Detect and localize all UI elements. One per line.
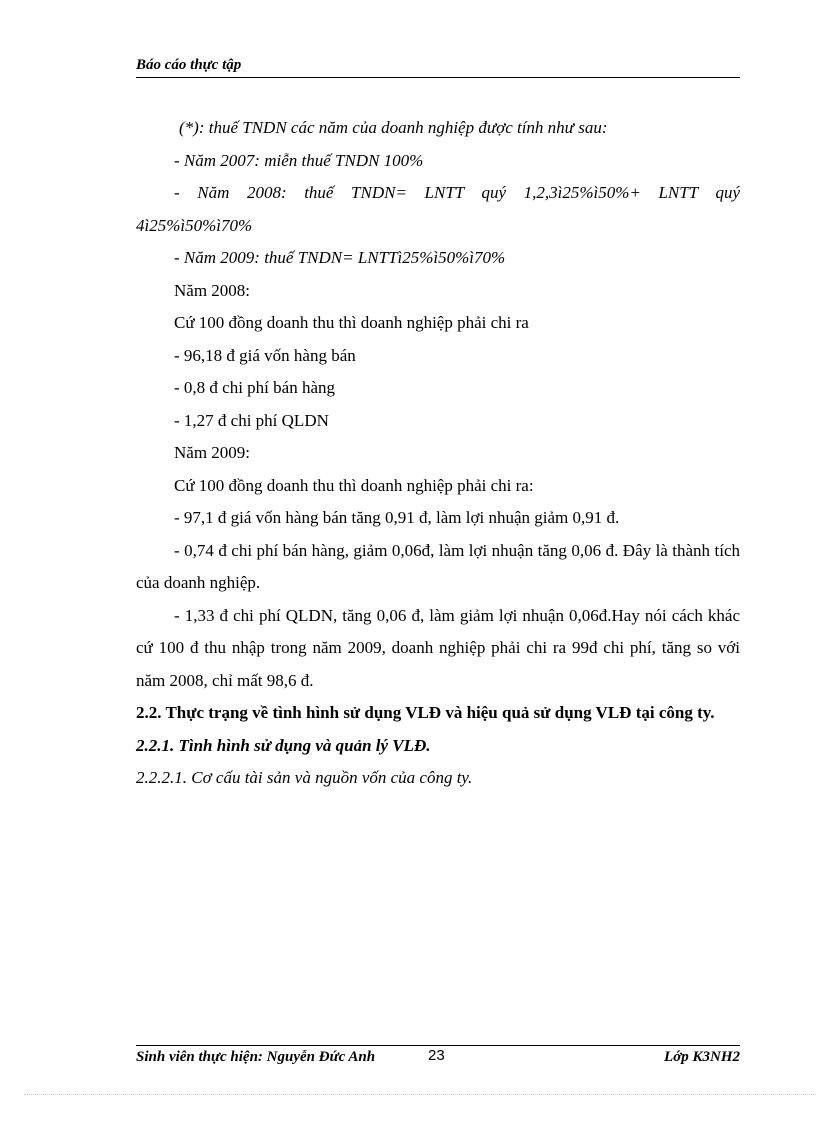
tax-2008-line1: - Năm 2008: thuế TNDN= LNTT quý 1,2,3ì25%ì50%+ LNTT quý bbox=[174, 183, 740, 202]
footer-student: Sinh viên thực hiện: Nguyễn Đức Anh bbox=[136, 1049, 376, 1065]
year-2008-intro: Cứ 100 đồng doanh thu thì doanh nghiệp phải chi ra bbox=[174, 313, 529, 332]
tax-note: (*): thuế TNDN các năm của doanh nghiệp được tính như sau: bbox=[179, 118, 608, 137]
year-2008-item-2: - 0,8 đ chi phí bán hàng bbox=[174, 378, 335, 397]
footer-rule bbox=[136, 1045, 740, 1046]
page-break-divider bbox=[24, 1094, 816, 1095]
year-2008-item-3: - 1,27 đ chi phí QLDN bbox=[174, 410, 329, 430]
year-2009-item-3: - 1,33 đ chi phí QLDN, tăng 0,06 đ, làm giảm lợi nhuận 0,06đ.Hay nói cách khác cứ 100 đ thu nhập trong năm 2009, doanh nghiệp phải chi ra 99đ chi phí, tăng so với năm 2008, chỉ mất 98,6 đ. bbox=[136, 605, 740, 690]
header-rule bbox=[136, 77, 740, 78]
year-2009-heading: Năm 2009: bbox=[174, 443, 251, 462]
section-2-2-2-1-heading: 2.2.2.1. Cơ cấu tài sản và nguồn vốn của công ty. bbox=[136, 768, 473, 787]
section-2-2-1-heading: 2.2.1. Tình hình sử dụng và quản lý VLĐ. bbox=[136, 735, 431, 755]
year-2009-intro: Cứ 100 đồng doanh thu thì doanh nghiệp phải chi ra: bbox=[174, 475, 534, 495]
body-text bbox=[136, 112, 740, 795]
year-2008-item-1: - 96,18 đ giá vốn hàng bán bbox=[174, 345, 356, 365]
header-title: Báo cáo thực tập bbox=[136, 57, 242, 73]
section-2-2-heading: 2.2. Thực trạng về tình hình sử dụng VLĐ và hiệu quả sử dụng VLĐ tại công ty. bbox=[136, 703, 715, 722]
year-2009-item-1: - 97,1 đ giá vốn hàng bán tăng 0,91 đ, làm lợi nhuận giảm 0,91 đ. bbox=[174, 508, 620, 527]
year-2008-heading: Năm 2008: bbox=[174, 280, 251, 300]
tax-2009: - Năm 2009: thuế TNDN= LNTTì25%ì50%ì70% bbox=[174, 248, 506, 267]
tax-2008-line2: 4ì25%ì50%ì70% bbox=[136, 215, 253, 235]
year-2009-item-2: - 0,74 đ chi phí bán hàng, giảm 0,06đ, làm lợi nhuận tăng 0,06 đ. Đây là thành tích của doanh nghiệp. bbox=[136, 540, 740, 592]
footer-class: Lớp K3NH2 bbox=[664, 1049, 740, 1065]
page-number: 23 bbox=[428, 1047, 445, 1064]
tax-2007: - Năm 2007: miễn thuế TNDN 100% bbox=[174, 150, 424, 170]
